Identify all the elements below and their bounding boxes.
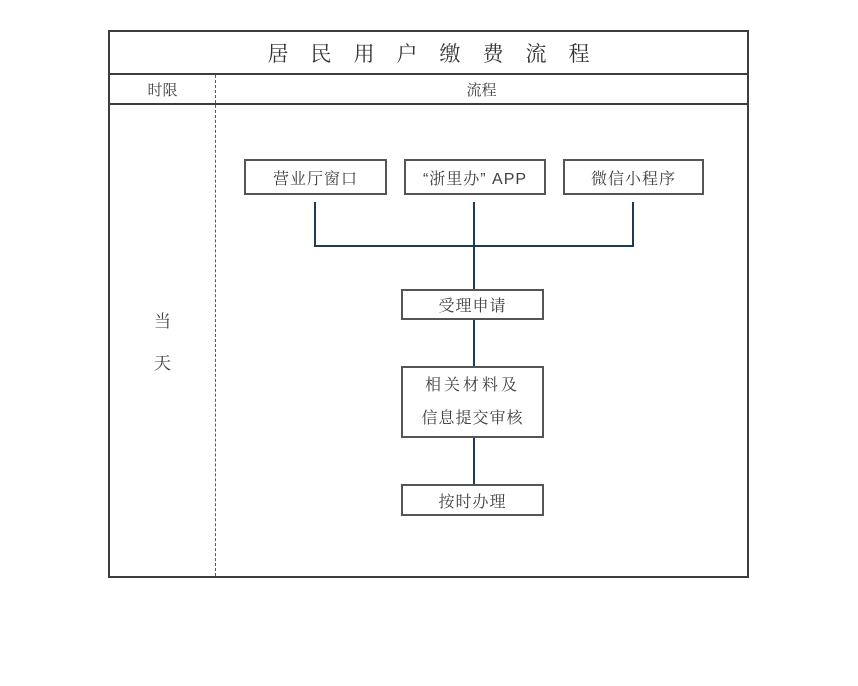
header-time-limit: 时限	[110, 75, 216, 103]
time-limit-char-2: 天	[154, 354, 171, 373]
node-materials-review-line1: 相关材料及	[424, 377, 520, 394]
connector-stub-left	[314, 202, 316, 247]
header-row	[110, 75, 747, 105]
node-business-hall-window: 营业厅窗口	[244, 159, 387, 195]
node-accept-application: 受理申请	[401, 289, 544, 320]
flow-area	[216, 105, 747, 576]
connector-review-to-handle	[473, 438, 475, 484]
header-process: 流程	[466, 81, 497, 99]
node-wechat-mini-program: 微信小程序	[563, 159, 704, 195]
payment-flowchart	[108, 30, 749, 578]
chart-body	[110, 105, 747, 576]
node-materials-review	[401, 366, 544, 438]
connector-drop-middle	[473, 202, 475, 289]
time-limit-cell	[110, 105, 216, 576]
chart-title: 居民用户缴费流程	[110, 32, 747, 75]
node-handle-on-time: 按时办理	[401, 484, 544, 516]
connector-stub-right	[632, 202, 634, 247]
time-limit-char-1: 当	[154, 312, 171, 331]
node-materials-review-line2: 信息提交审核	[421, 410, 524, 427]
connector-accept-to-review	[473, 320, 475, 366]
node-zheliban-app: “浙里办” APP	[404, 159, 546, 195]
